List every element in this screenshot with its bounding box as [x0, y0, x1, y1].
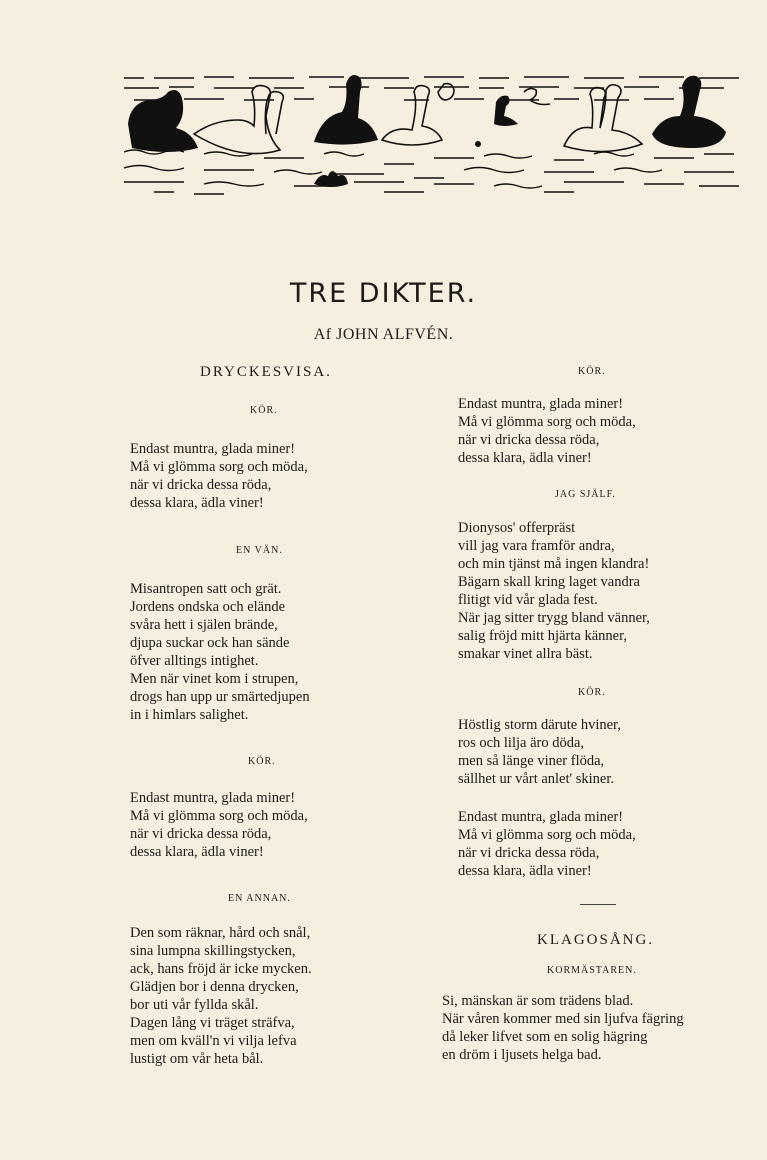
verse-line: Må vi glömma sorg och möda,	[130, 808, 308, 824]
verse-line: ros och lilja äro döda,	[458, 735, 585, 751]
speaker-label: KÖR.	[578, 687, 606, 698]
verse-line: sina lumpna skillingstycken,	[130, 943, 296, 959]
verse-line: dessa klara, ädla viner!	[130, 844, 264, 860]
verse-line: Si, mänskan är som trädens blad.	[442, 993, 634, 1009]
verse-line: en dröm i ljusets helga bad.	[442, 1047, 602, 1063]
verse-line: Endast muntra, glada miner!	[458, 396, 624, 412]
verse-line: öfver alltings intighet.	[130, 653, 259, 669]
section-divider	[580, 904, 616, 905]
speaker-label: JAG SJÄLF.	[555, 489, 616, 500]
verse-line: när vi dricka dessa röda,	[458, 432, 600, 448]
verse-line: drogs han upp ur smärtedjupen	[130, 689, 310, 705]
verse-line: dessa klara, ädla viner!	[130, 495, 264, 511]
poem-title-klagosang: KLAGOSÅNG.	[537, 932, 655, 948]
stanza	[458, 808, 636, 880]
verse-line: in i himlars salighet.	[130, 707, 249, 723]
poem-title-dryckesvisa: DRYCKESVISA.	[200, 364, 332, 380]
verse-line: bor uti vår fyllda skål.	[130, 997, 259, 1013]
verse-line: när vi dricka dessa röda,	[130, 477, 272, 493]
verse-line: När jag sitter trygg bland vänner,	[458, 610, 650, 626]
speaker-label: KÖR.	[250, 405, 278, 416]
speaker-label: EN VÄN.	[236, 545, 283, 556]
verse-line: Glädjen bor i denna drycken,	[130, 979, 299, 995]
verse-line: ack, hans fröjd är icke mycken.	[130, 961, 312, 977]
stanza	[130, 440, 308, 512]
verse-line: flitigt vid vår glada fest.	[458, 592, 598, 608]
page-title: TRE DIKTER.	[289, 278, 478, 309]
stanza	[130, 789, 308, 861]
verse-line: då leker lifvet som en solig hägring	[442, 1029, 648, 1045]
speaker-label: EN ANNAN.	[228, 893, 291, 904]
verse-line: Dionysos' offerpräst	[458, 520, 576, 536]
verse-line: Endast muntra, glada miner!	[130, 790, 296, 806]
author-byline: Af JOHN ALFVÉN.	[313, 326, 454, 343]
stanza	[458, 519, 650, 663]
verse-line: Misantropen satt och grät.	[130, 581, 282, 597]
verse-line: Jordens ondska och elände	[130, 599, 286, 615]
speaker-label: KÖR.	[578, 366, 606, 377]
verse-line: när vi dricka dessa röda,	[458, 845, 600, 861]
verse-line: Endast muntra, glada miner!	[130, 441, 296, 457]
verse-line: och min tjänst må ingen klandra!	[458, 556, 650, 572]
verse-line: djupa suckar ock han sände	[130, 635, 290, 651]
verse-line: men om kväll'n vi vilja lefva	[130, 1033, 297, 1049]
verse-line: Bägarn skall kring laget vandra	[458, 574, 640, 590]
verse-line: när vi dricka dessa röda,	[130, 826, 272, 842]
verse-line: svåra hett i själen brände,	[130, 617, 278, 633]
verse-line: Må vi glömma sorg och möda,	[130, 459, 308, 475]
verse-line: vill jag vara framför andra,	[458, 538, 615, 554]
verse-line: Endast muntra, glada miner!	[458, 809, 624, 825]
verse-line: Men när vinet kom i strupen,	[130, 671, 299, 687]
verse-line: dessa klara, ädla viner!	[458, 863, 592, 879]
verse-line: salig fröjd mitt hjärta känner,	[458, 628, 627, 644]
verse-line: Den som räknar, hård och snål,	[130, 925, 311, 941]
water-ripples	[124, 77, 739, 194]
speaker-label: KORMÄSTAREN.	[547, 965, 637, 976]
verse-line: Höstlig storm därute hviner,	[458, 717, 621, 733]
stanza	[442, 992, 684, 1064]
verse-line: Må vi glömma sorg och möda,	[458, 827, 636, 843]
verse-line: smakar vinet allra bäst.	[458, 646, 593, 662]
stanza	[130, 580, 310, 724]
stanza	[458, 395, 636, 467]
stanza	[458, 716, 621, 788]
verse-line: Dagen lång vi träget sträfva,	[130, 1015, 295, 1031]
verse-line: lustigt om vår heta bål.	[130, 1051, 264, 1067]
verse-line: dessa klara, ädla viner!	[458, 450, 592, 466]
swans-vignette-illustration	[124, 74, 740, 196]
verse-line: men så länge viner flöda,	[458, 753, 605, 769]
stanza	[130, 924, 312, 1068]
speaker-label: KÖR.	[248, 756, 276, 767]
verse-line: sällhet ur vårt anlet' skiner.	[458, 771, 615, 787]
white-swans	[194, 84, 642, 154]
verse-line: När våren kommer med sin ljufva fägring	[442, 1011, 684, 1027]
verse-line: Må vi glömma sorg och möda,	[458, 414, 636, 430]
